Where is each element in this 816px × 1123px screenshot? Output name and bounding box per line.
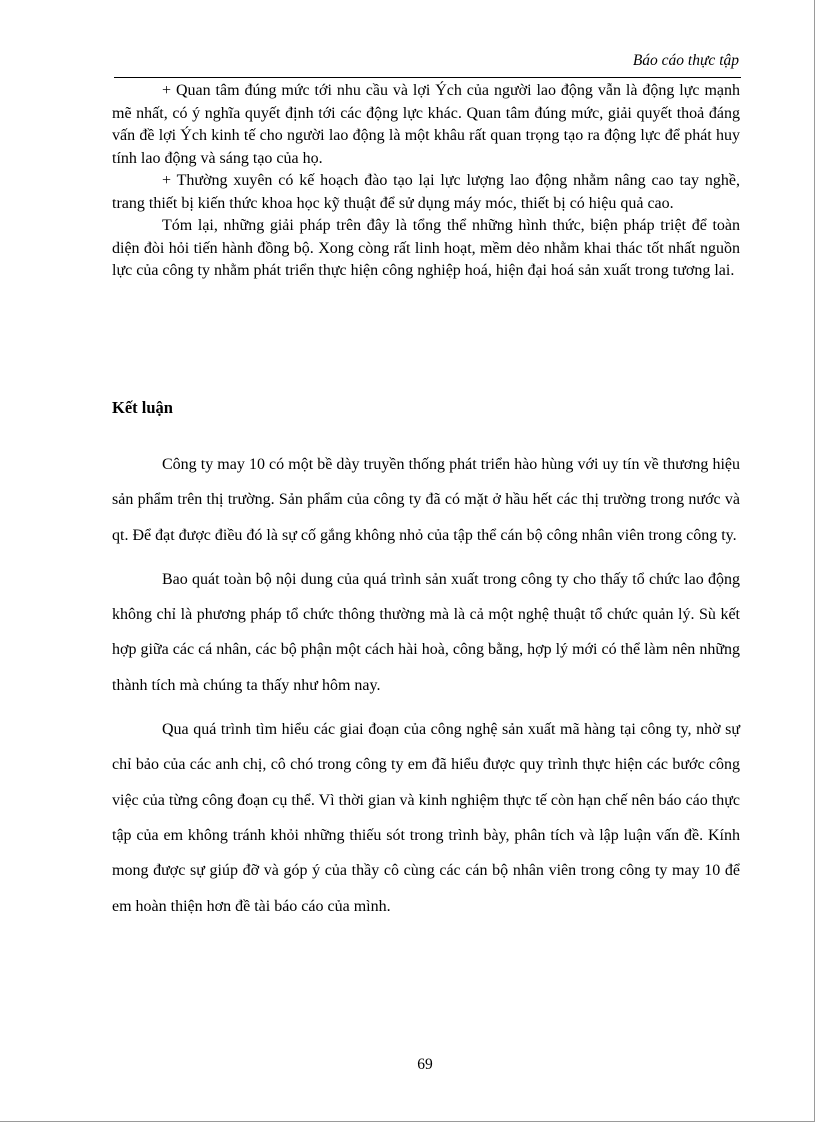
body-paragraph: + Thường xuyên có kế hoạch đào tạo lại lực lượng lao động nhằm nâng cao tay nghề, trang thiết bị kiến thức khoa học kỹ thuật để sử dụng máy móc, thiết bị có hiệu quả cao. — [112, 172, 740, 212]
body-paragraph: Qua quá trình tìm hiểu các giai đoạn của công nghệ sản xuất mã hàng tại công ty, nhờ sự chỉ bảo của các anh chị, cô chó trong công ty em đã hiểu được quy trình thực hiện các bước công việc của từng công đoạn cụ thể. Vì thời gian và kinh nghiệm thực tế còn hạn chế nên báo cáo thực tập của em không tránh khỏi những thiếu sót trong trình bày, phân tích và lập luận vấn đề. Kính mong được sự giúp đỡ và góp ý của thầy cô cùng các cán bộ nhân viên trong công ty may 10 để em hoàn thiện hơn đề tài báo cáo của mình. — [112, 721, 740, 915]
intro-section — [112, 80, 740, 283]
section-heading: Kết luận — [112, 398, 173, 417]
page-number: 69 — [417, 1056, 433, 1073]
body-paragraph: Tóm lại, những giải pháp trên đây là tổng thể những hình thức, biện pháp triệt để toàn diện đòi hỏi tiến hành đồng bộ. Xong còng rất linh hoạt, mềm dẻo nhằm khai thác tốt nhất nguồn lực của công ty nhằm phát triển thực hiện công nghiệp hoá, hiện đại hoá sản xuất trong tương lai. — [112, 217, 740, 279]
header-rule — [114, 77, 741, 78]
conclusion-section — [112, 447, 740, 933]
body-paragraph: + Quan tâm đúng mức tới nhu cầu và lợi Ých của người lao động vẫn là động lực mạnh mẽ nhất, có ý nghĩa quyết định tới các động lực khác. Quan tâm đúng mức, giải quyết thoả đáng vấn đề lợi Ých kinh tế cho người lao động là một khâu rất quan trọng tạo ra động lực để phát huy tính lao động và sáng tạo của họ. — [112, 82, 740, 167]
running-header: Báo cáo thực tập — [632, 52, 739, 69]
body-paragraph: Bao quát toàn bộ nội dung của quá trình sản xuất trong công ty cho thấy tổ chức lao động không chỉ là phương pháp tổ chức thông thường mà là cả một nghệ thuật tổ chức quản lý. Sù kết hợp giữa các cá nhân, các bộ phận một cách hài hoà, công bằng, hợp lý mới có thể làm nên những thành tích mà chúng ta thấy như hôm nay. — [112, 570, 740, 694]
body-paragraph: Công ty may 10 có một bề dày truyền thống phát triển hào hùng với uy tín về thương hiệu sản phẩm trên thị trường. Sản phẩm của công ty đã có mặt ở hầu hết các thị trường trong nước và qt. Để đạt được điều đó là sự cố gắng không nhỏ của tập thể cán bộ công nhân viên trong công ty. — [112, 456, 740, 544]
